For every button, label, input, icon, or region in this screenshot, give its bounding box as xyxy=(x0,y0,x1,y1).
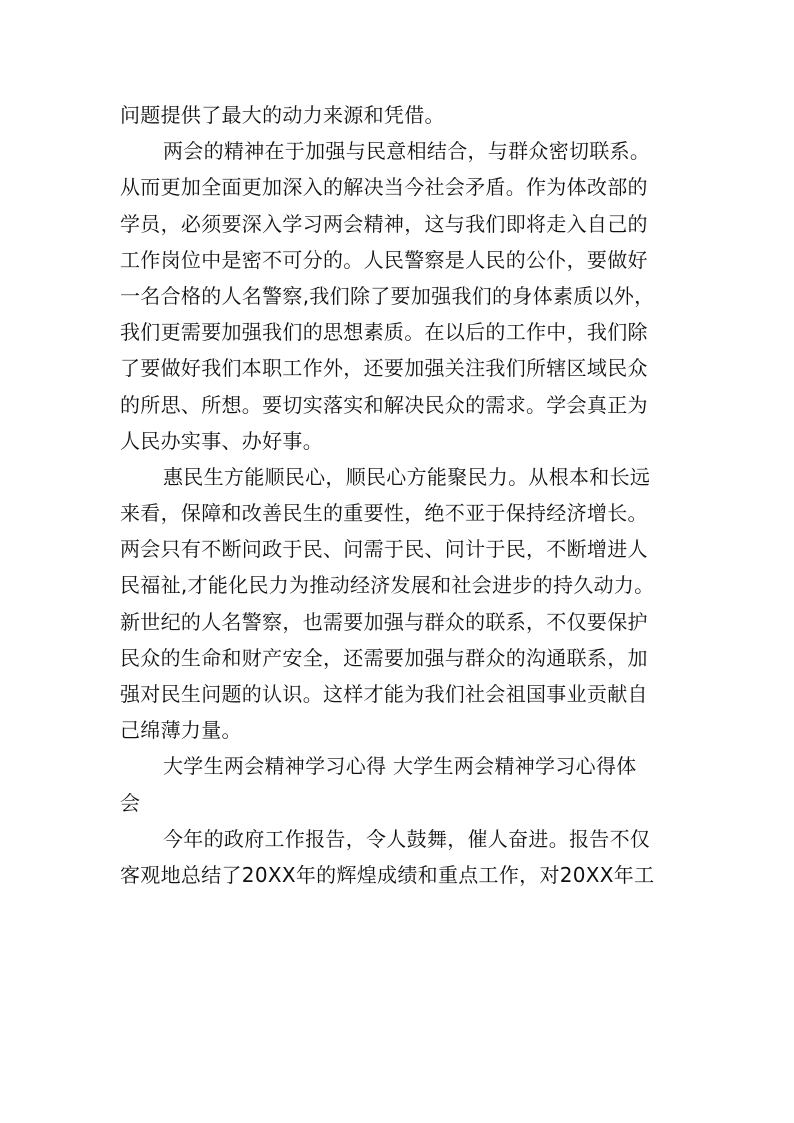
text-line: 今年的政府工作报告，令人鼓舞，催人奋进。报告不仅 xyxy=(163,826,651,851)
text-line: 两会只有不断问政于民、问需于民、问计于民，不断增进人 xyxy=(120,537,648,562)
text-line: 己绵薄力量。 xyxy=(120,718,242,743)
text-line: 我们更需要加强我们的思想素质。在以后的工作中，我们除 xyxy=(120,320,648,345)
text-line: 从而更加全面更加深入的解决当今社会矛盾。作为体改部的 xyxy=(120,175,648,200)
text-line: 两会的精神在于加强与民意相结合，与群众密切联系。 xyxy=(163,139,651,164)
text-line: 民福祉,才能化民力为推动经济发展和社会进步的持久动力。 xyxy=(120,573,655,598)
text-line: 的所思、所想。要切实落实和解决民众的需求。学会真正为 xyxy=(120,392,648,417)
text-line: 学员，必须要深入学习两会精神，这与我们即将走入自己的 xyxy=(120,211,648,236)
text-line: 来看，保障和改善民生的重要性，绝不亚于保持经济增长。 xyxy=(120,501,648,526)
text-line: 问题提供了最大的动力来源和凭借。 xyxy=(120,103,445,127)
text-line: 惠民生方能顺民心，顺民心方能聚民力。从根本和长远 xyxy=(163,464,651,489)
text-line: 人民办实事、办好事。 xyxy=(120,428,323,453)
text-line: 客观地总结了20XX年的辉煌成绩和重点工作，对20XX年工 xyxy=(120,862,655,887)
text-line: 大学生两会精神学习心得 大学生两会精神学习心得体 xyxy=(163,754,637,779)
text-line: 新世纪的人名警察，也需要加强与群众的联系，不仅要保护 xyxy=(120,609,648,634)
text-line: 会 xyxy=(120,790,141,815)
text-line: 一名合格的人名警察,我们除了要加强我们的身体素质以外， xyxy=(120,283,655,308)
text-line: 了要做好我们本职工作外，还要加强关注我们所辖区域民众 xyxy=(120,356,648,381)
text-line: 工作岗位中是密不可分的。人民警察是人民的公仆，要做好 xyxy=(120,247,648,272)
document-body xyxy=(120,97,680,893)
text-line: 强对民生问题的认识。这样才能为我们社会祖国事业贡献自 xyxy=(120,682,648,706)
text-line: 民众的生命和财产安全，还需要加强与群众的沟通联系，加 xyxy=(120,645,648,670)
